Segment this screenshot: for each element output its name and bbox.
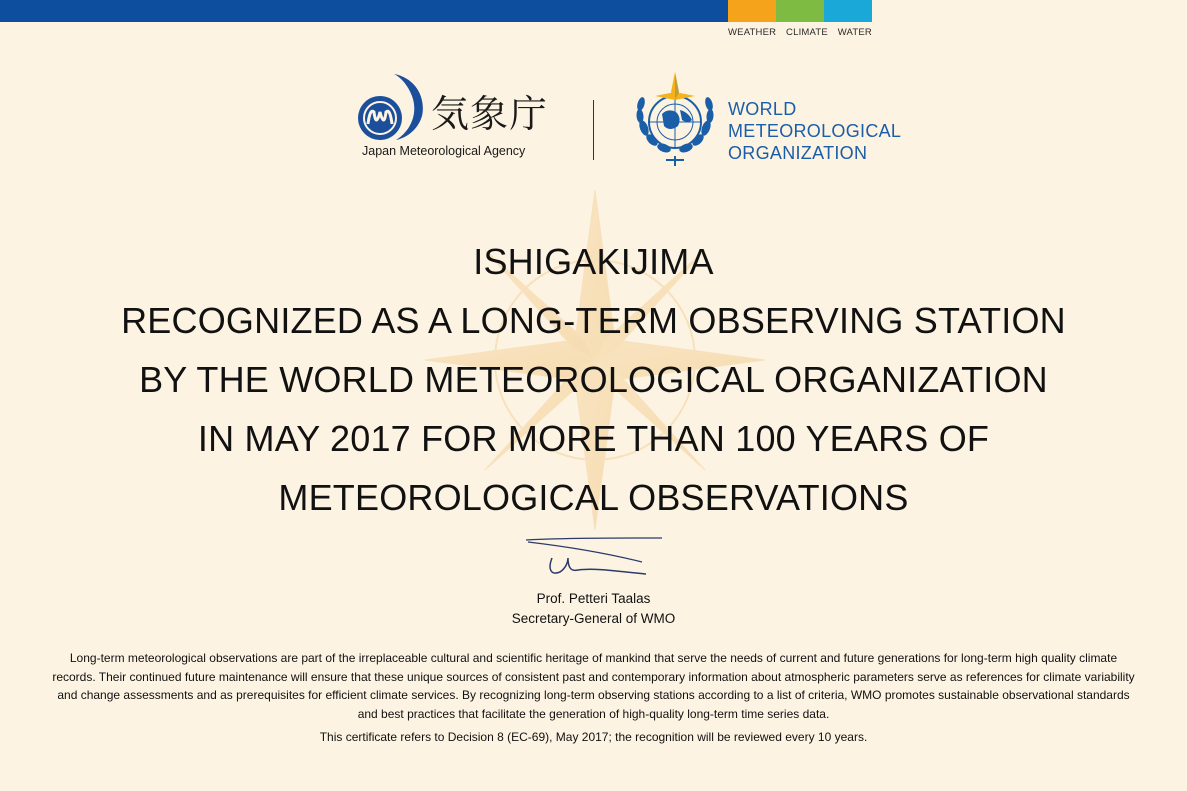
climate-color-block — [776, 0, 824, 22]
headline-line-3: BY THE WORLD METEOROLOGICAL ORGANIZATION — [139, 359, 1048, 400]
headline-line-1: ISHIGAKIJIMA — [473, 241, 714, 282]
wmo-name-line-2: METEOROLOGICAL — [728, 121, 902, 141]
wmo-name-line-1: WORLD — [728, 99, 797, 119]
wmo-name — [728, 98, 901, 164]
tagline-water: WATER — [837, 27, 872, 38]
certificate-footer-note: This certificate refers to Decision 8 (EC-69), May 2017; the recognition will be reviewed every 10 years. — [319, 730, 868, 744]
wmo-name-line-3: ORGANIZATION — [728, 143, 868, 163]
weather-color-block — [728, 0, 776, 22]
headline-line-2: RECOGNIZED AS A LONG-TERM OBSERVING STATION — [121, 300, 1066, 341]
headline-line-5: METEOROLOGICAL OBSERVATIONS — [278, 477, 909, 518]
certificate-headline — [0, 232, 1187, 527]
tagline-climate: CLIMATE — [786, 27, 828, 38]
wmo-emblem-icon — [630, 70, 720, 166]
signature-image — [522, 532, 667, 582]
logo-divider — [593, 100, 594, 160]
tagline — [728, 27, 872, 38]
certificate-body-text: Long-term meteorological observations are part of the irreplaceable cultural and scientific heritage of mankind that serve the needs of current and future generations for long-term high quality climate records. Their continued future maintenance will ensure that these unique sources of consistent past and contemporary information about atmospheric parameters serve as references for climate variability and change assessments and as prerequisites for efficient climate services. By recognizing long-term observing stations according to a list of criteria, WMO promotes sustainable observational standards and best practices that facilitate the generation of high-quality long-term time series data. — [52, 651, 1135, 721]
jma-logo-icon — [356, 72, 428, 144]
water-color-block — [824, 0, 872, 22]
jma-logo — [356, 72, 556, 162]
headline-line-4: IN MAY 2017 FOR MORE THAN 100 YEARS OF — [197, 418, 990, 459]
tagline-weather: WEATHER — [728, 27, 777, 38]
top-color-bar — [0, 0, 872, 22]
jma-name: Japan Meteorological Agency — [362, 144, 526, 158]
top-bar-blue — [0, 0, 728, 22]
signatory-name: Prof. Petteri Taalas — [536, 591, 651, 606]
jma-kanji: 気象庁 — [431, 92, 549, 136]
signatory-title: Secretary-General of WMO — [511, 611, 676, 626]
